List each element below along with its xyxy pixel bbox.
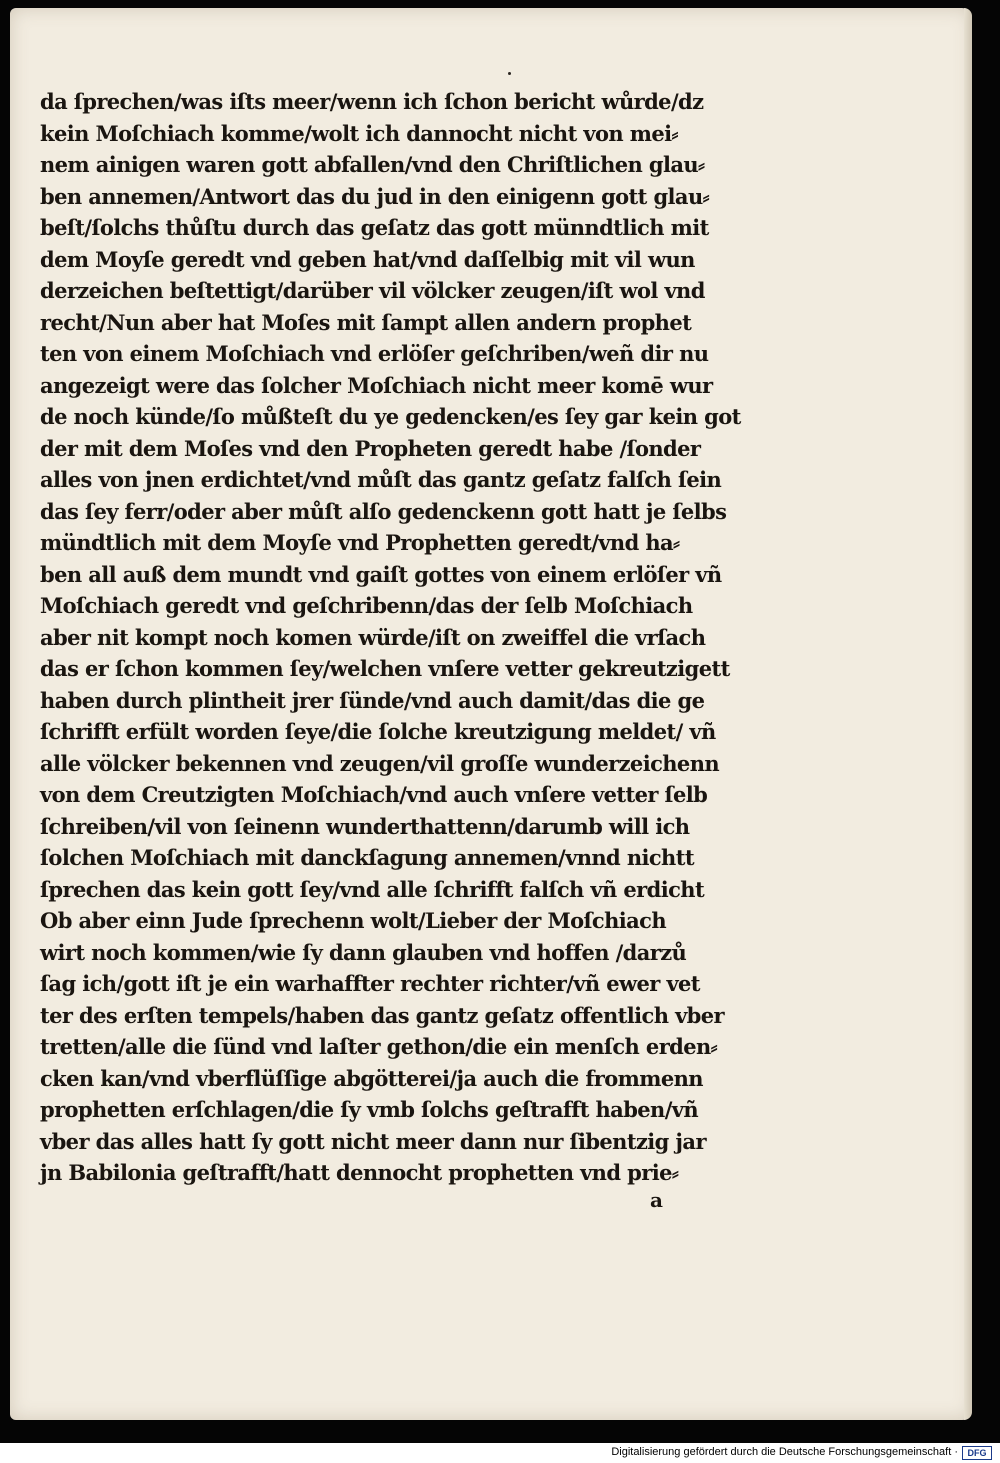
text-line: vber das alles hatt ſy gott nicht meer dann nur ſibentzig jar <box>40 1128 706 1154</box>
page-edge <box>964 8 972 1420</box>
text-line: cken kan/vnd vberflüſſige abgötterei/ja auch die frommenn <box>40 1065 703 1091</box>
funding-credit: Digitalisierung gefördert durch die Deutsche Forschungsgemeinschaft · <box>611 1446 958 1458</box>
text-line: derzeichen beſtettigt/darüber vil völcker zeugen/iſt wol vnd <box>40 278 705 303</box>
printer-mark <box>508 72 511 75</box>
text-line: prophetten erſchlagen/die ſy vmb ſolchs geſtrafft haben/vñ <box>40 1097 699 1122</box>
catchword: a <box>650 1188 663 1212</box>
text-line: alle völcker bekennen vnd zeugen/vil groſſe wunderzeichenn <box>40 750 720 776</box>
text-line: beſt/ſolchs thůſtu durch das geſatz das gott münndtlich mit <box>40 215 709 240</box>
dfg-logo: DFG <box>962 1446 992 1460</box>
book-page <box>10 8 972 1420</box>
text-line: Ob aber einn Jude ſprechenn wolt/Lieber der Moſchiach <box>40 908 667 933</box>
text-line: das er ſchon kommen ſey/welchen vnſere vetter gekreutzigett <box>40 656 730 681</box>
text-line: tretten/alle die ſünd vnd laſter gethon/die ein menſch erden⸗ <box>40 1034 718 1059</box>
text-line: von dem Creutzigten Moſchiach/vnd auch vnſere vetter ſelb <box>40 782 708 807</box>
text-line: ben all auß dem mundt vnd gaiſt gottes von einem erlöſer vñ <box>40 561 722 587</box>
text-block <box>40 86 780 1189</box>
text-line: Moſchiach geredt vnd geſchribenn/das der ſelb Moſchiach <box>40 593 693 618</box>
text-line: alles von jnen erdichtet/vnd můſt das gantz geſatz falſch ſein <box>40 467 722 492</box>
text-line: haben durch plintheit jrer ſünde/vnd auch damit/das die ge <box>40 687 705 713</box>
text-line: nem ainigen waren gott abfallen/vnd den Chriſtlichen glau⸗ <box>40 152 705 177</box>
text-line: ten von einem Moſchiach vnd erlöſer geſchriben/weñ dir nu <box>40 341 709 366</box>
text-line: ſolchen Moſchiach mit danckſagung annemen/vnnd nichtt <box>40 845 694 870</box>
text-line: ter des erſten tempels/haben das gantz geſatz offentlich vber <box>40 1002 724 1028</box>
text-line: mündtlich mit dem Moyſe vnd Prophetten geredt/vnd ha⸗ <box>40 530 680 555</box>
text-line: ſchrifft erfült worden ſeye/die ſolche kreutzigung meldet/ vñ <box>40 719 716 744</box>
text-line: das ſey ferr/oder aber můſt alſo gedenckenn gott hatt je ſelbs <box>40 498 727 524</box>
text-line: ſag ich/gott iſt je ein warhaffter rechter richter/vñ ewer vet <box>40 971 700 996</box>
text-line: recht/Nun aber hat Moſes mit ſampt allen andern prophet <box>40 309 692 335</box>
text-line: ſchreiben/vil von ſeinenn wunderthattenn/darumb will ich <box>40 813 690 839</box>
text-line: kein Moſchiach komme/wolt ich dannocht nicht von mei⸗ <box>40 120 678 146</box>
text-line: angezeigt were das ſolcher Moſchiach nicht meer komē wur <box>40 372 713 398</box>
text-line: de noch künde/ſo můßteſt du ye gedencken/es ſey gar kein got <box>40 404 741 429</box>
text-line: dem Moyſe geredt vnd geben hat/vnd daſſelbig mit vil wun <box>40 246 695 272</box>
text-line: aber nit kompt noch komen würde/iſt on zweiffel die vrſach <box>40 624 706 650</box>
text-line: da ſprechen/was iſts meer/wenn ich ſchon bericht wůrde/dz <box>40 89 704 114</box>
text-line: ben annemen/Antwort das du jud in den einigenn gott glau⸗ <box>40 183 710 209</box>
footer-bar <box>0 1443 1000 1463</box>
text-line: der mit dem Moſes vnd den Propheten geredt habe /ſonder <box>40 435 701 461</box>
text-line: ſprechen das kein gott ſey/vnd alle ſchrifft falſch vñ erdicht <box>40 876 705 902</box>
text-line: jn Babilonia geſtrafft/hatt dennocht prophetten vnd prie⸗ <box>40 1160 679 1185</box>
text-line: wirt noch kommen/wie ſy dann glauben vnd hoffen /darzů <box>40 939 687 965</box>
